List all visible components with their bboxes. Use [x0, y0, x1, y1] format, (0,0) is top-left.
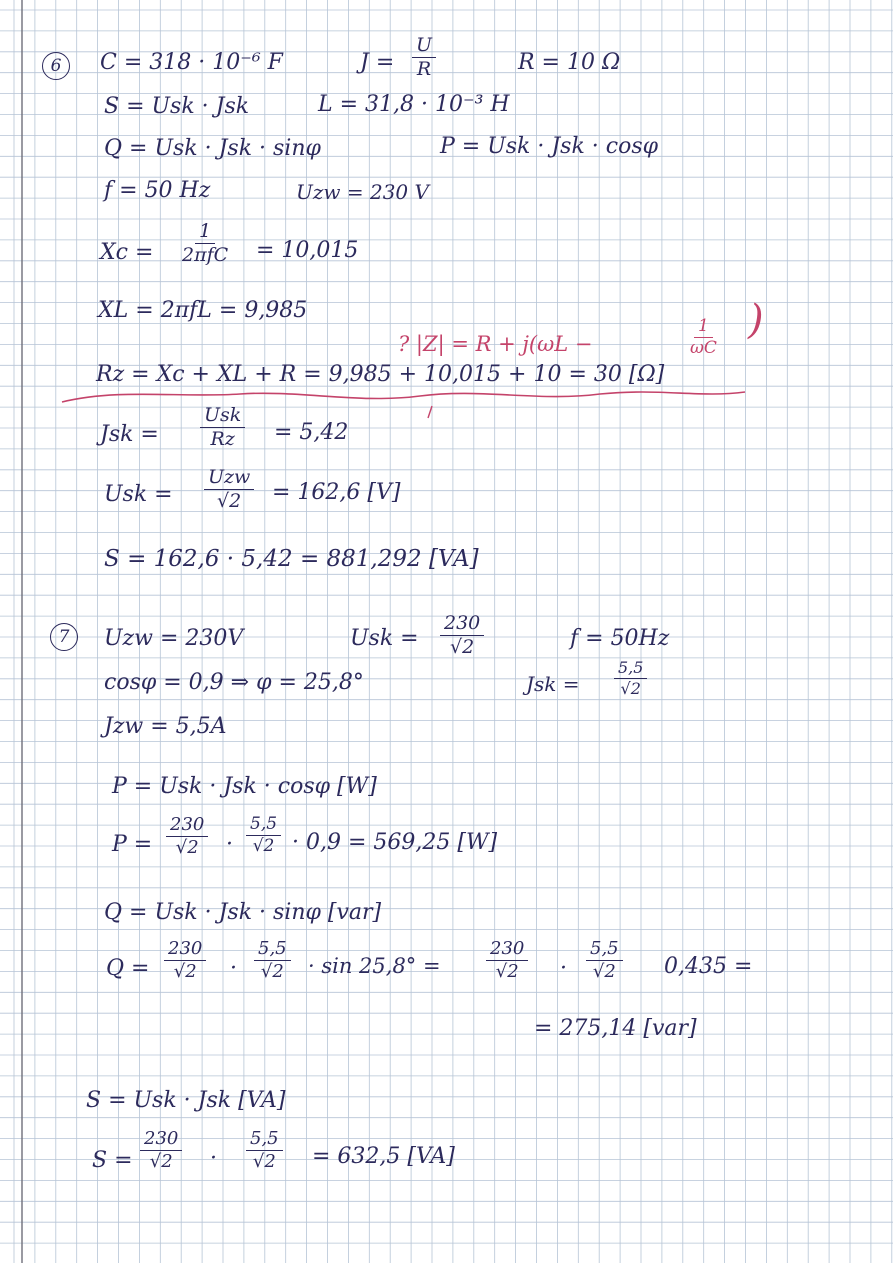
q-multiply-dot-2: · — [560, 956, 567, 981]
total-resistance-line: Rz = Xc + XL + R = 9,985 + 10,015 + 10 = 30 [Ω] — [96, 362, 665, 387]
usk-label-7: Usk = — [350, 626, 419, 651]
fraction-denominator: R — [416, 58, 432, 80]
apparent-power-result: S = 162,6 · 5,42 = 881,292 [VA] — [104, 546, 479, 572]
active-power-formula: P = Usk · Jsk · cosφ — [440, 134, 659, 159]
isk-label-7: Jsk = — [526, 672, 580, 696]
fraction-denominator: √2 — [173, 961, 197, 982]
fraction-denominator: √2 — [260, 961, 284, 982]
fraction-numerator: 5,5 — [246, 816, 281, 836]
fraction-numerator: 230 — [140, 1130, 182, 1151]
current-definition-label: J = — [360, 50, 395, 75]
fraction-numerator: 5,5 — [586, 940, 623, 961]
problem-6-number-circle — [42, 52, 70, 80]
problem-7-number-circle — [50, 623, 78, 651]
current-definition-fraction — [412, 36, 436, 79]
fraction-denominator: √2 — [252, 1151, 276, 1172]
s-fraction-2 — [246, 1130, 283, 1171]
source-voltage-value: Uzw = 230 V — [296, 180, 429, 204]
q-result: = 275,14 [var] — [534, 1016, 697, 1041]
usk-fraction — [204, 468, 254, 511]
q-label: Q = — [106, 956, 150, 981]
fraction-numerator: 230 — [164, 940, 206, 961]
p-result: · 0,9 = 569,25 [W] — [292, 830, 498, 855]
q-fraction-2 — [254, 940, 291, 981]
q-fraction-1 — [164, 940, 206, 981]
fraction-denominator: √2 — [450, 636, 475, 658]
q-middle: · sin 25,8° = — [308, 954, 441, 978]
s-label: S = — [92, 1148, 133, 1173]
s-result: = 632,5 [VA] — [312, 1144, 455, 1169]
red-correction-fraction — [690, 318, 717, 357]
xl-line: XL = 2πfL = 9,985 — [98, 298, 308, 323]
xc-result: = 10,015 — [256, 238, 359, 263]
fraction-numerator: 5,5 — [254, 940, 291, 961]
fraction-denominator: √2 — [495, 961, 519, 982]
usk-label: Usk = — [104, 482, 173, 507]
fraction-numerator: U — [412, 36, 436, 58]
q-multiply-dot-1: · — [230, 956, 237, 981]
p-label: P = — [112, 832, 153, 857]
capacitance-value: C = 318 · 10⁻⁶ F — [100, 50, 283, 75]
frequency-value: f = 50 Hz — [104, 178, 211, 203]
resistance-value: R = 10 Ω — [518, 50, 621, 75]
fraction-denominator: √2 — [149, 1151, 173, 1172]
q-tail: 0,435 = — [664, 954, 753, 979]
fraction-denominator: √2 — [252, 836, 275, 856]
reactive-power-formula: Q = Usk · Jsk · sinφ — [104, 136, 321, 161]
p-fraction-2 — [246, 816, 281, 855]
fraction-denominator: √2 — [217, 490, 242, 512]
fraction-numerator: 1 — [195, 222, 215, 244]
fraction-numerator: 230 — [440, 614, 484, 636]
problem-7-number: 7 — [58, 626, 70, 647]
frequency-value-7: f = 50Hz — [570, 626, 670, 651]
usk-result: = 162,6 [V] — [272, 480, 401, 505]
fraction-denominator: Rz — [210, 428, 235, 450]
active-power-formula-7: P = Usk · Jsk · cosφ [W] — [112, 774, 377, 799]
fraction-denominator: √2 — [175, 837, 199, 858]
xc-fraction — [182, 222, 228, 265]
isk-result: = 5,42 — [274, 420, 349, 445]
fraction-numerator: Uzw — [204, 468, 254, 490]
isk-fraction — [200, 406, 245, 449]
fraction-denominator: √2 — [592, 961, 616, 982]
q-fraction-4 — [586, 940, 623, 981]
isk-label: Jsk = — [100, 422, 159, 447]
source-current: Jzw = 5,5A — [104, 714, 227, 739]
fraction-numerator: 1 — [694, 318, 713, 338]
fraction-denominator: √2 — [620, 679, 641, 698]
apparent-power-formula-7: S = Usk · Jsk [VA] — [86, 1088, 286, 1113]
inductance-value: L = 31,8 · 10⁻³ H — [318, 92, 510, 117]
fraction-denominator: ωC — [690, 338, 717, 358]
problem-6-number: 6 — [50, 55, 62, 76]
xc-label: Xc = — [100, 240, 154, 265]
fraction-numerator: Usk — [200, 406, 245, 428]
isk-fraction-7 — [614, 660, 647, 697]
usk-fraction-7 — [440, 614, 484, 657]
red-correction-closing: ) — [748, 297, 764, 343]
red-correction-text: ? |Z| = R + j(ωL − — [398, 332, 593, 356]
reactive-power-formula-7: Q = Usk · Jsk · sinφ [var] — [104, 900, 382, 925]
fraction-denominator: 2πfC — [182, 244, 229, 266]
fraction-numerator: 5,5 — [614, 660, 647, 679]
s-fraction-1 — [140, 1130, 182, 1171]
source-voltage: Uzw = 230V — [104, 626, 244, 651]
apparent-power-formula: S = Usk · Jsk — [104, 94, 250, 119]
p-multiply-dot: · — [226, 832, 233, 857]
cos-phi-line: cosφ = 0,9 ⇒ φ = 25,8° — [104, 670, 364, 695]
fraction-numerator: 5,5 — [246, 1130, 283, 1151]
p-fraction-1 — [166, 816, 208, 857]
fraction-numerator: 230 — [486, 940, 528, 961]
fraction-numerator: 230 — [166, 816, 208, 837]
q-fraction-3 — [486, 940, 528, 981]
s-multiply-dot: · — [210, 1146, 217, 1171]
